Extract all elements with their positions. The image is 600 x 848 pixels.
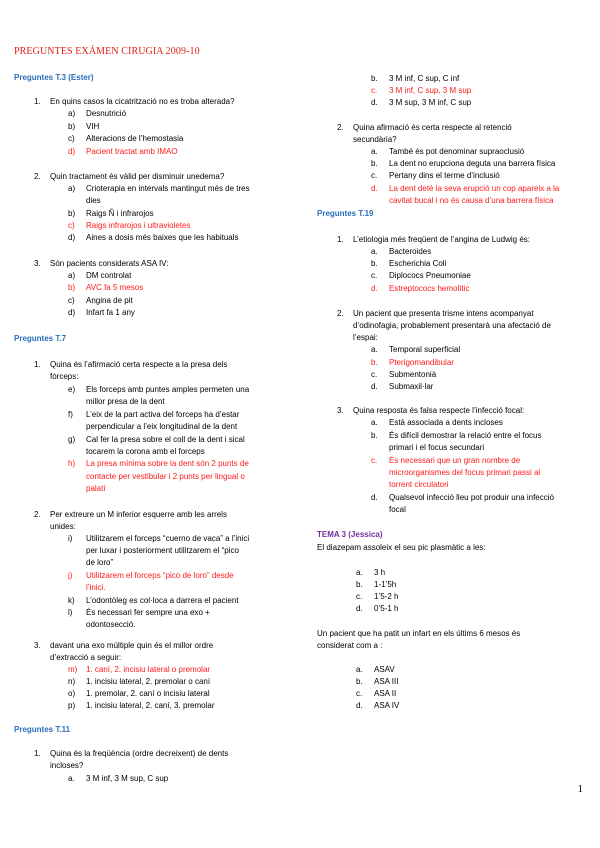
- question-number: 3.: [337, 406, 344, 415]
- question-text-continued: [50, 652, 121, 664]
- option-text: tocarem la corona amb el forceps: [86, 447, 205, 456]
- option-letter: e): [68, 385, 76, 394]
- option-letter: d.: [371, 184, 378, 193]
- section-heading-t11: Preguntes T.11: [14, 725, 71, 734]
- question-number: 2.: [34, 172, 41, 181]
- option-text: 3 h: [374, 568, 386, 577]
- option-letter: d): [68, 308, 76, 317]
- option-letter: f): [68, 410, 73, 419]
- option-letter: d.: [371, 284, 378, 293]
- question-text: Són pacients considerats ASA IV:: [50, 259, 169, 268]
- option-letter: d.: [356, 701, 363, 710]
- option-text: Raigs infrarojos i ultravioletes: [86, 221, 191, 230]
- option-text: perpendicular a l’eix longitudinal de la dent: [86, 422, 238, 431]
- option-letter: b.: [356, 580, 363, 589]
- option-text: Diplococs Pneumoniae: [389, 271, 471, 280]
- option-text: AVC fa 5 mesos: [86, 283, 144, 292]
- question-text: Quina és la freqüència (ordre decreixent) de dents: [50, 749, 229, 758]
- option-letter: c.: [371, 271, 378, 280]
- question-text: El diazepam assoleix el seu pic plasmàtic a les:: [317, 543, 486, 552]
- option-letter: d.: [371, 493, 378, 502]
- question-text: unides:: [50, 522, 76, 531]
- question-text: davant una exo múltiple quin és el millor ordre: [50, 641, 214, 650]
- question-number: 1.: [34, 749, 41, 758]
- option-text: contacte per vestibular i 2 punts per lingual o: [86, 472, 245, 481]
- option-text: ASA IV: [374, 701, 400, 710]
- option-text: És necessari fer sempre una exo +: [86, 608, 210, 617]
- option-letter: n): [68, 677, 76, 686]
- option-text: Submaxil·lar: [389, 382, 434, 391]
- option-text: ASAV: [374, 665, 395, 674]
- option-letter: a.: [371, 147, 378, 156]
- section-heading-t7: Preguntes T.7: [14, 334, 67, 343]
- question-number: 3.: [34, 259, 41, 268]
- option-text: torrent circulatori: [389, 480, 449, 489]
- question-number: 1.: [337, 235, 344, 244]
- option-text: La presa mínima sobre la dent són 2 punts de: [86, 459, 249, 468]
- question-text: secundària?: [353, 135, 397, 144]
- option-letter: c.: [371, 456, 378, 465]
- option-text: 1. incisiu lateral, 2. caní, 3. premolar: [86, 701, 215, 710]
- option-text: És difícil demostrar la relació entre el focus: [389, 431, 542, 440]
- question-text: d’odinofagia, probablement presentarà una afectació de: [353, 321, 551, 330]
- option-text: Utilitzarem el forceps “pico de loro” desde: [86, 571, 234, 580]
- question-text-continued: considerat com a :: [317, 641, 383, 650]
- question-number: 1.: [34, 97, 41, 106]
- option-letter: a.: [356, 665, 363, 674]
- option-text: Pterigomandibular: [389, 358, 454, 367]
- option-text: La dent deté la seva erupció un cop apareix a la: [389, 184, 560, 193]
- option-text: Alteracions de l’hemostasia: [86, 134, 184, 143]
- option-letter: d): [68, 147, 76, 156]
- option-letter: c): [68, 221, 75, 230]
- option-text: Temporal superficial: [389, 345, 461, 354]
- option-text: Angina de pit: [86, 296, 133, 305]
- option-text: VIH: [86, 122, 100, 131]
- question-text: Quina resposta és falsa respecte l’infecció focal:: [353, 406, 525, 415]
- option-letter: c.: [371, 370, 378, 379]
- option-text: 3 M inf, C sup, 3 M sup: [389, 86, 472, 95]
- question-text-continued: [50, 371, 78, 383]
- option-text: Raigs Ñ i infrarojos: [86, 209, 154, 218]
- option-letter: d.: [356, 604, 363, 613]
- option-text: Escherichia Coli: [389, 259, 447, 268]
- option-letter: a.: [356, 568, 363, 577]
- question-text: incloses?: [50, 761, 84, 770]
- option-text: cavitat bucal i no és causa d’una barrera física: [389, 196, 554, 205]
- option-letter: a.: [371, 418, 378, 427]
- option-text: Bacteroides: [389, 247, 432, 256]
- option-text: Utilitzarem el forceps “cuerno de vaca” a l’inici: [86, 534, 250, 543]
- option-text: per luxar i posteriorment utilitzarem el “pico: [86, 546, 239, 555]
- option-letter: b.: [356, 677, 363, 686]
- option-letter: b.: [371, 431, 378, 440]
- option-text: 1’5-2 h: [374, 592, 399, 601]
- option-letter: a.: [68, 774, 75, 783]
- question-number: 2.: [337, 123, 344, 132]
- option-text: primari i el focus secundari: [389, 443, 485, 452]
- option-letter: c): [68, 296, 75, 305]
- option-letter: d): [68, 233, 76, 242]
- option-letter: b.: [371, 358, 378, 367]
- option-text: 1. premolar, 2. caní o incisiu lateral: [86, 689, 210, 698]
- section-heading-tema3: TEMA 3 (Jessica): [317, 530, 383, 539]
- option-letter: c): [68, 134, 75, 143]
- option-letter: b): [68, 283, 76, 292]
- option-text: microorganismes del focus primari passi al: [389, 468, 541, 477]
- option-letter: c.: [356, 592, 363, 601]
- option-text: També és pot denominar supraoclusió: [389, 147, 525, 156]
- option-text: Desnutrició: [86, 109, 127, 118]
- option-letter: a): [68, 184, 76, 193]
- option-text: Qualsevol infecció lleu pot produir una infecció: [389, 493, 554, 502]
- question-text: Un pacient que ha patit un infart en els últims 6 mesos és: [317, 629, 521, 638]
- option-text: Crioterapia en intervals mantingut més de tres: [86, 184, 250, 193]
- question-text: Quin tractament és vàlid per disminuir unedema?: [50, 172, 225, 181]
- section-heading-t19: Preguntes T.19: [317, 209, 374, 218]
- question-text-continued: [353, 134, 397, 146]
- option-letter: c.: [371, 171, 378, 180]
- option-letter: b.: [371, 259, 378, 268]
- option-letter: c.: [356, 689, 363, 698]
- option-text: ASA II: [374, 689, 397, 698]
- question-text: l’espai:: [353, 333, 378, 342]
- question-text: Per extreure un M inferior esquerre amb les arrels: [50, 510, 227, 519]
- option-letter: i): [68, 534, 73, 543]
- question-text: Quina és l’afirmació certa respecte a la presa dels: [50, 360, 228, 369]
- option-letter: k): [68, 596, 75, 605]
- question-text-continued: [50, 760, 83, 772]
- question-number: 3.: [34, 641, 41, 650]
- option-letter: b.: [371, 74, 378, 83]
- question-text: fòrceps:: [50, 372, 79, 381]
- option-text: odontosecció.: [86, 620, 136, 629]
- option-text: Pertany dins el terme d’inclusió: [389, 171, 500, 180]
- option-text: Infart fa 1 any: [86, 308, 135, 317]
- option-text: 3 M sup, 3 M inf, C sup: [389, 98, 472, 107]
- option-text: palatí: [86, 484, 106, 493]
- option-text: Pacient tractat amb IMAO: [86, 147, 178, 156]
- option-text: Submentonià: [389, 370, 437, 379]
- question-number: 2.: [34, 510, 41, 519]
- option-letter: l): [68, 608, 73, 617]
- option-letter: b.: [371, 159, 378, 168]
- option-text: Cal fer la presa sobre el coll de la dent i sical: [86, 435, 245, 444]
- question-text-continued: [353, 332, 378, 344]
- question-text: L’etiologia més freqüent de l’angina de Ludwig és:: [353, 235, 531, 244]
- option-text: La dent no erupciona deguta una barrera física: [389, 159, 556, 168]
- option-text: l’inici.: [86, 583, 106, 592]
- option-text: de loro”: [86, 558, 114, 567]
- option-text: 3 M inf, C sup, C inf: [389, 74, 460, 83]
- page-number: 1: [577, 783, 583, 795]
- option-letter: b): [68, 209, 76, 218]
- option-text: Els forceps amb puntes amples permeten una: [86, 385, 250, 394]
- option-letter: m): [68, 665, 78, 674]
- option-text: L’odontòleg es col·loca a darrera el pacient: [86, 596, 239, 605]
- option-letter: a): [68, 109, 76, 118]
- question-text-continued: [50, 521, 76, 533]
- option-letter: a): [68, 271, 76, 280]
- option-text: 1. caní, 2. incisiu lateral o premolar: [86, 665, 211, 674]
- option-text: 1-1’5h: [374, 580, 397, 589]
- option-text: DM controlat: [86, 271, 132, 280]
- document-title: PREGUNTES EXÁMEN CIRUGIA 2009-10: [14, 46, 200, 57]
- option-letter: p): [68, 701, 76, 710]
- option-letter: a.: [371, 247, 378, 256]
- option-letter: g): [68, 435, 76, 444]
- option-text: ASA III: [374, 677, 399, 686]
- option-text: L’eix de la part activa del forceps ha d’estar: [86, 410, 240, 419]
- option-text: Està associada a dents incloses: [389, 418, 503, 427]
- option-text: Aines a dosis més baixes que les habituals: [86, 233, 239, 242]
- question-text: Un pacient que presenta trisme intens acompanyat: [353, 309, 534, 318]
- option-text: millor presa de la dent: [86, 397, 165, 406]
- question-number: 2.: [337, 309, 344, 318]
- option-text: Estreptococs hemolític: [389, 284, 470, 293]
- option-text: 1. incisiu lateral, 2. premolar o caní: [86, 677, 211, 686]
- question-text: Quina afirmació és certa respecte al retenció: [353, 123, 512, 132]
- option-letter: d.: [371, 98, 378, 107]
- option-letter: d.: [371, 382, 378, 391]
- option-letter: b): [68, 122, 76, 131]
- option-letter: a.: [371, 345, 378, 354]
- section-heading-t3: Preguntes T.3 (Ester): [14, 73, 94, 82]
- option-text: focal: [389, 505, 406, 514]
- option-letter: j): [68, 571, 73, 580]
- question-text: En quins casos la cicatrització no es troba alterada?: [50, 97, 235, 106]
- option-text: És necessari que un gran nombre de: [389, 456, 521, 465]
- option-text: 0’5-1 h: [374, 604, 399, 613]
- option-letter: o): [68, 689, 76, 698]
- option-text: 3 M inf, 3 M sup, C sup: [86, 774, 169, 783]
- option-text: dies: [86, 196, 101, 205]
- question-number: 1.: [34, 360, 41, 369]
- question-text-continued: [353, 320, 551, 332]
- question-text: d’extracció a seguir:: [50, 653, 122, 662]
- option-letter: h): [68, 459, 76, 468]
- option-letter: c.: [371, 86, 378, 95]
